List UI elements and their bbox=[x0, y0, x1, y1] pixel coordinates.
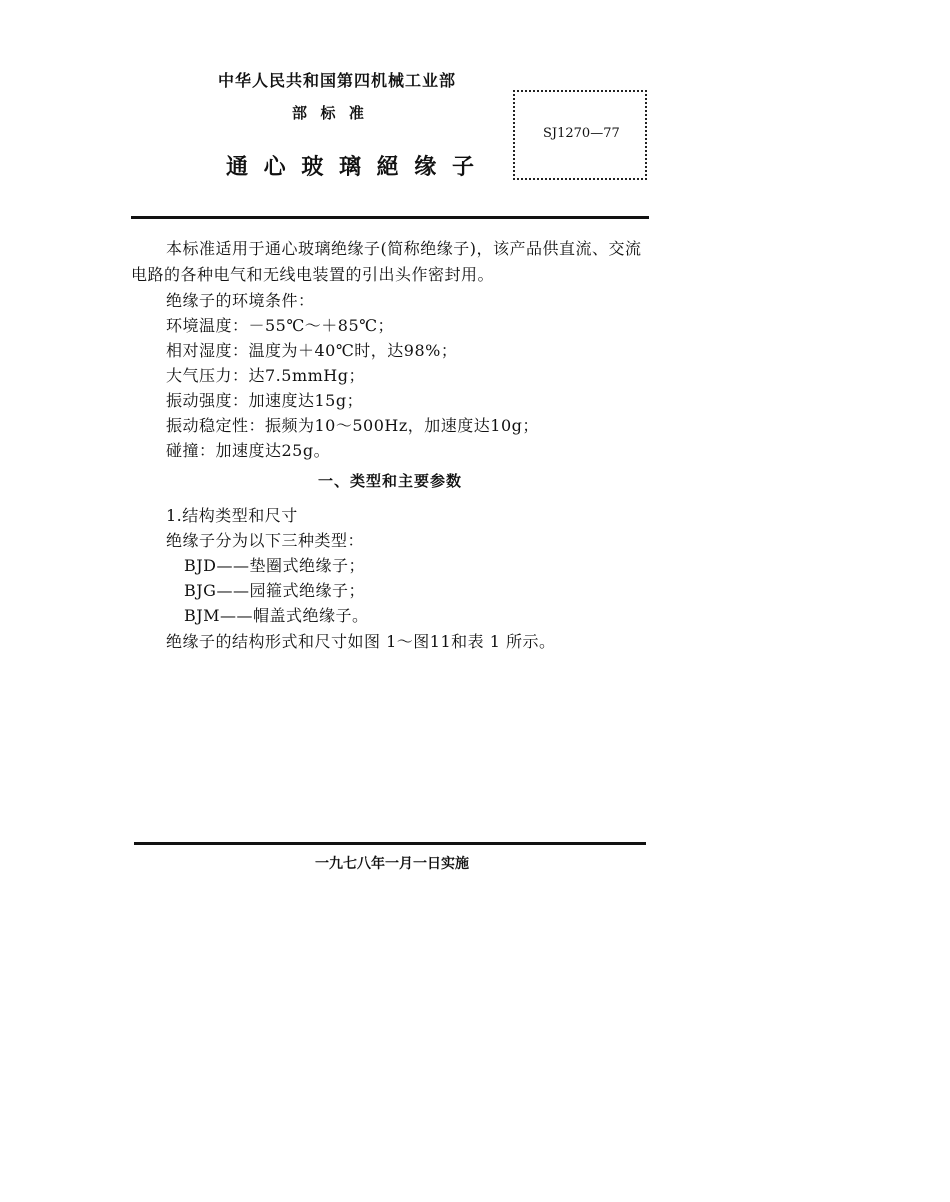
intro-line-2: 电路的各种电气和无线电装置的引出头作密封用。 bbox=[131, 265, 495, 284]
standard-type: 部 标 准 bbox=[292, 104, 365, 122]
type-item: BJG——园箍式绝缘子； bbox=[184, 581, 365, 600]
type-item: BJD——垫圈式绝缘子； bbox=[184, 556, 366, 575]
intro-line-1: 本标准适用于通心玻璃绝缘子(简称绝缘子)，该产品供直流、交流 bbox=[166, 239, 642, 258]
figure-note: 绝缘子的结构形式和尺寸如图 1～图11和表 1 所示。 bbox=[166, 632, 556, 651]
env-heading: 绝缘子的环境条件： bbox=[166, 291, 315, 310]
env-item: 大气压力：达7.5mmHg； bbox=[166, 366, 365, 385]
standard-code-box bbox=[513, 90, 647, 180]
ministry-name: 中华人民共和国第四机械工业部 bbox=[218, 71, 457, 90]
effective-date: 一九七八年一月一日实施 bbox=[315, 856, 469, 872]
type-item: BJM——帽盖式绝缘子。 bbox=[184, 606, 369, 625]
types-intro: 绝缘子分为以下三种类型： bbox=[166, 531, 365, 550]
env-item: 碰撞：加速度达25g。 bbox=[166, 441, 331, 460]
env-item: 振动稳定性：振频为10～500Hz，加速度达10g； bbox=[166, 416, 539, 435]
env-item: 相对湿度：温度为＋40℃时，达98%； bbox=[166, 341, 458, 360]
document-title: 通 心 玻 璃 絕 缘 子 bbox=[226, 155, 478, 180]
env-item: 环境温度：－55℃～＋85℃； bbox=[166, 316, 395, 335]
standard-code: SJ1270—77 bbox=[543, 126, 620, 141]
env-item: 振动强度：加速度达15g； bbox=[166, 391, 364, 410]
top-divider bbox=[131, 216, 649, 219]
subsection-title: 1.结构类型和尺寸 bbox=[166, 506, 298, 525]
bottom-divider bbox=[134, 842, 646, 845]
section-title: 一、类型和主要参数 bbox=[318, 472, 463, 490]
